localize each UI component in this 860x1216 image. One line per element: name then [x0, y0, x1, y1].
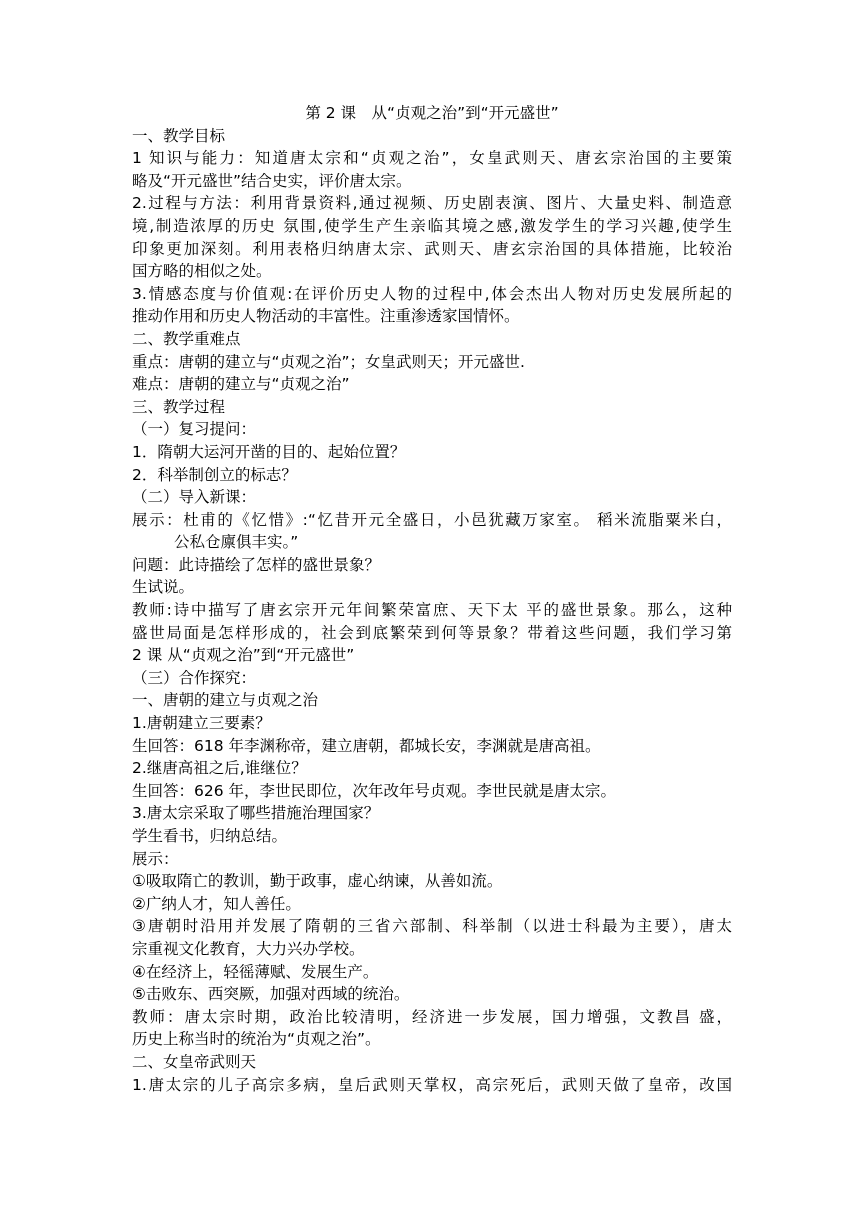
paragraph-line: 盛世局面是怎样形成的，社会到底繁荣到何等景象？带着这些问题，我们学习第: [132, 623, 732, 642]
subsection-heading: （一）复习提问：: [132, 420, 257, 439]
document-page: [132, 102, 732, 1096]
paragraph-line: 1．隋朝大运河开凿的目的、起始位置？: [132, 442, 406, 461]
paragraph-line: 3.唐太宗采取了哪些措施治理国家？: [132, 804, 380, 823]
paragraph-line: 1.唐太宗的儿子高宗多病，皇后武则天掌权，高宗死后，武则天做了皇帝，改国: [132, 1075, 732, 1094]
paragraph-line: 2．科举制创立的标志？: [132, 465, 297, 484]
paragraph-line: 1.唐朝建立三要素？: [132, 714, 271, 733]
paragraph-line: 略及“开元盛世”结合史实，评价唐太宗。: [132, 171, 412, 190]
paragraph-line: 教师:诗中描写了唐玄宗开元年间繁荣富庶、天下太 平的盛世景象。那么，这种: [132, 601, 732, 620]
paragraph-line: 1 知识与能力：知道唐太宗和“贞观之治”，女皇武则天、唐玄宗治国的主要策: [132, 149, 732, 168]
subsection-heading: （二）导入新课：: [132, 488, 257, 507]
paragraph-line: 生回答：626 年，李世民即位，次年改年号贞观。李世民就是唐太宗。: [132, 781, 617, 800]
section-heading: 二、教学重难点: [132, 329, 241, 348]
paragraph-line: 公私仓廪俱丰实。”: [174, 533, 299, 552]
paragraph-line: 推动作用和历史人物活动的丰富性。注重渗透家国情怀。: [132, 307, 520, 326]
paragraph-line: 问题：此诗描绘了怎样的盛世景象？: [132, 555, 381, 574]
paragraph-line: 历史上称当时的统治为“贞观之治”。: [132, 1030, 381, 1049]
paragraph-line: 生回答：618 年李渊称帝，建立唐朝，都城长安，李渊就是唐高祖。: [132, 736, 601, 755]
list-item: ③唐朝时沿用并发展了隋朝的三省六部制、科举制（以进士科最为主要），唐太: [132, 917, 732, 936]
paragraph-line: 重点：唐朝的建立与“贞观之治”；女皇武则天；开元盛世.: [132, 352, 525, 371]
section-heading: 二、女皇帝武则天: [132, 1052, 257, 1071]
list-item: ④在经济上，轻徭薄赋、发展生产。: [132, 962, 379, 981]
paragraph-line: 宗重视文化教育，大力兴办学校。: [132, 939, 365, 958]
paragraph-line: 境,制造浓厚的历史 氛围,使学生产生亲临其境之感,激发学生的学习兴趣,使学生: [132, 216, 732, 235]
paragraph-line: 2.继唐高祖之后,谁继位？: [132, 759, 307, 778]
paragraph-line: 2 课 从“贞观之治”到“开元盛世”: [132, 646, 355, 665]
list-item: ⑤击败东、西突厥，加强对西域的统治。: [132, 985, 410, 1004]
paragraph-line: 学生看书，归纳总结。: [132, 827, 288, 845]
paragraph-line: 印象更加深刻。利用表格归纳唐太宗、武则天、唐玄宗治国的具体措施，比较治: [132, 239, 732, 258]
paragraph-line: 国方略的相似之处。: [132, 262, 272, 281]
section-heading: 一、教学目标: [132, 126, 226, 145]
list-item: ②广纳人才，知人善任。: [132, 894, 301, 913]
paragraph-line: 2.过程与方法：利用背景资料,通过视频、历史剧表演、图片、大量史料、制造意: [132, 194, 732, 213]
paragraph-line: 展示：杜甫的《忆惜》:“忆昔开元全盛日，小邑犹藏万家室。 稻米流脂粟米白，: [132, 510, 732, 529]
paragraph-line: 教师：唐太宗时期，政治比较清明，经济进一步发展，国力增强，文教昌 盛，: [132, 1007, 732, 1026]
paragraph-line: 3.情感态度与价值观:在评价历史人物的过程中,体会杰出人物对历史发展所起的: [132, 284, 732, 303]
page-title: 第 2 课 从“贞观之治”到“开元盛世”: [305, 104, 559, 122]
subsection-heading: （三）合作探究：: [132, 668, 257, 687]
list-item: ①吸取隋亡的教训，勤于政事，虚心纳谏，从善如流。: [132, 872, 503, 891]
section-heading: 一、唐朝的建立与贞观之治: [132, 691, 319, 710]
paragraph-line: 难点：唐朝的建立与“贞观之治”: [132, 375, 350, 394]
section-heading: 三、教学过程: [132, 397, 226, 416]
paragraph-line: 展示：: [132, 849, 179, 868]
paragraph-line: 生试说。: [132, 578, 195, 597]
